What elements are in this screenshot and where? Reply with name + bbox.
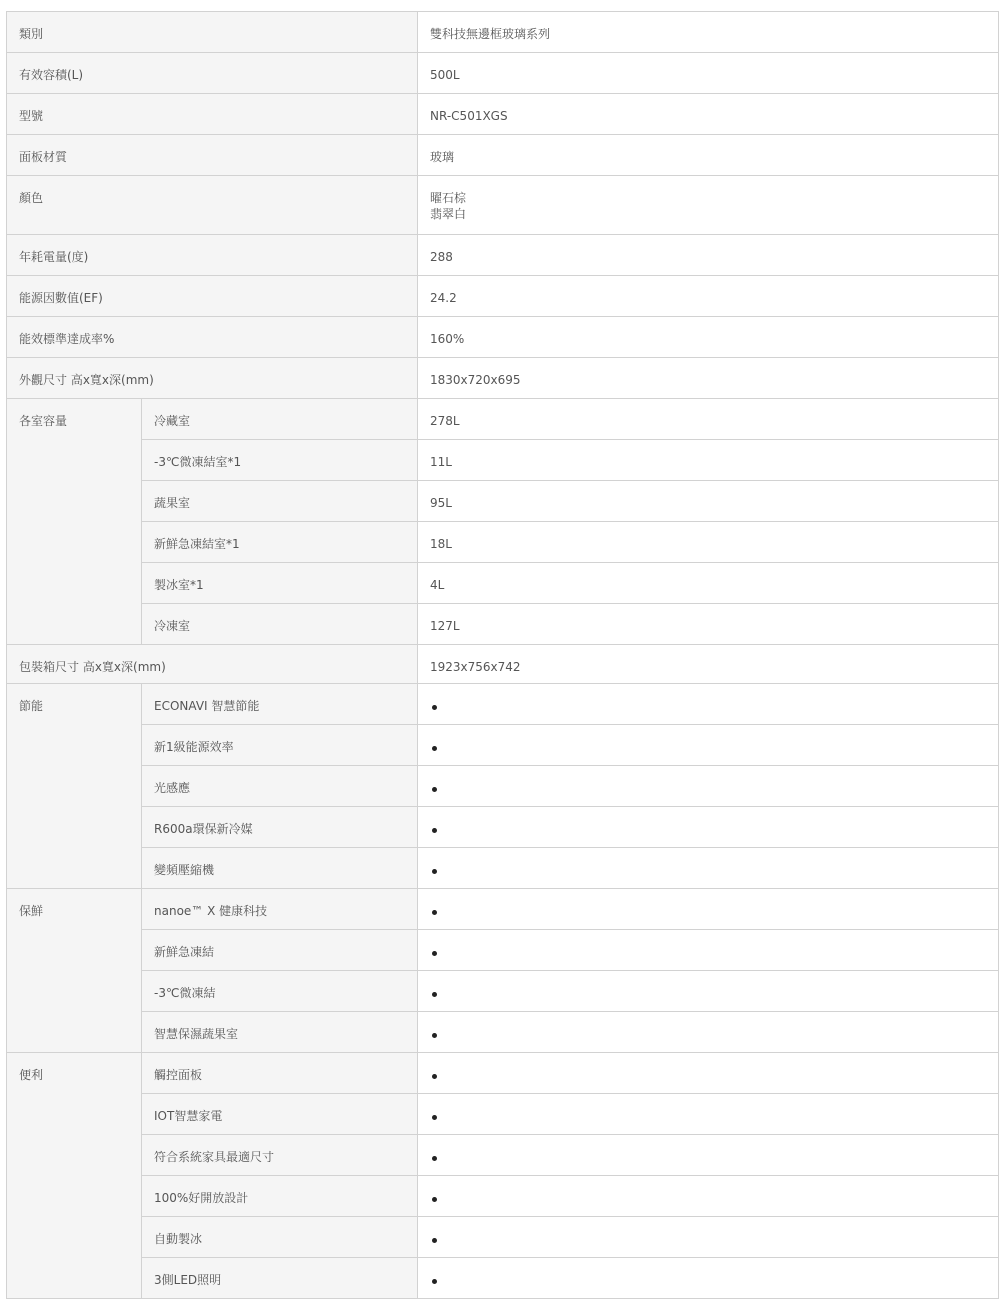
spec-row-model: [7, 94, 999, 135]
spec-row-dimensions: [7, 358, 999, 399]
bullet-icon: [432, 1115, 437, 1120]
spec-value: 1830x720x695: [418, 358, 999, 399]
bullet-icon: [432, 869, 437, 874]
spec-group-label: 便利: [7, 1053, 142, 1299]
spec-sub-label: 觸控面板: [142, 1053, 418, 1094]
spec-sub-label: ECONAVI 智慧節能: [142, 684, 418, 725]
spec-sub-label: 3側LED照明: [142, 1258, 418, 1299]
feature-check: [418, 807, 999, 848]
spec-label: 外觀尺寸 高x寬x深(mm): [7, 358, 418, 399]
spec-value: 1923x756x742: [418, 645, 999, 684]
spec-row-feature: [7, 1258, 999, 1299]
spec-row-ef: [7, 276, 999, 317]
spec-row-feature: [7, 1094, 999, 1135]
spec-value: 95L: [418, 481, 999, 522]
spec-group-label: 保鮮: [7, 889, 142, 1053]
spec-row-feature: [7, 889, 999, 930]
bullet-icon: [432, 828, 437, 833]
spec-label: 包裝箱尺寸 高x寬x深(mm): [7, 645, 418, 684]
bullet-icon: [432, 746, 437, 751]
spec-sub-label: 蔬果室: [142, 481, 418, 522]
bullet-icon: [432, 787, 437, 792]
spec-sub-label: nanoe™ X 健康科技: [142, 889, 418, 930]
feature-check: [418, 971, 999, 1012]
spec-sub-label: IOT智慧家電: [142, 1094, 418, 1135]
spec-sub-label: 製冰室*1: [142, 563, 418, 604]
spec-sub-label: R600a環保新冷媒: [142, 807, 418, 848]
spec-row-feature: [7, 1135, 999, 1176]
spec-label: 能效標準達成率%: [7, 317, 418, 358]
spec-row-compartment: [7, 399, 999, 440]
spec-value: 11L: [418, 440, 999, 481]
bullet-icon: [432, 1156, 437, 1161]
spec-row-package: [7, 645, 999, 684]
bullet-icon: [432, 1238, 437, 1243]
spec-row-compartment: [7, 440, 999, 481]
feature-check: [418, 1217, 999, 1258]
spec-value: 4L: [418, 563, 999, 604]
feature-check: [418, 848, 999, 889]
bullet-icon: [432, 705, 437, 710]
spec-value: NR-C501XGS: [418, 94, 999, 135]
spec-value: 278L: [418, 399, 999, 440]
spec-row-feature: [7, 1176, 999, 1217]
spec-label: 面板材質: [7, 135, 418, 176]
feature-check: [418, 889, 999, 930]
bullet-icon: [432, 1074, 437, 1079]
spec-sub-label: 100%好開放設計: [142, 1176, 418, 1217]
spec-row-capacity: [7, 53, 999, 94]
spec-value: 288: [418, 235, 999, 276]
spec-group-label: 節能: [7, 684, 142, 889]
feature-check: [418, 1258, 999, 1299]
spec-row-feature: [7, 684, 999, 725]
spec-value: 127L: [418, 604, 999, 645]
spec-sub-label: -3℃微凍結室*1: [142, 440, 418, 481]
spec-value: 玻璃: [418, 135, 999, 176]
spec-row-feature: [7, 930, 999, 971]
spec-row-category: [7, 12, 999, 53]
feature-check: [418, 684, 999, 725]
spec-row-feature: [7, 807, 999, 848]
spec-row-feature: [7, 1012, 999, 1053]
spec-row-compartment: [7, 522, 999, 563]
spec-value: [418, 176, 999, 235]
spec-sub-label: 自動製冰: [142, 1217, 418, 1258]
spec-row-compartment: [7, 563, 999, 604]
feature-check: [418, 930, 999, 971]
spec-row-color: [7, 176, 999, 235]
spec-sub-label: 變頻壓縮機: [142, 848, 418, 889]
spec-row-feature: [7, 725, 999, 766]
spec-sub-label: 新1級能源效率: [142, 725, 418, 766]
spec-row-annual-power: [7, 235, 999, 276]
bullet-icon: [432, 992, 437, 997]
spec-row-feature: [7, 766, 999, 807]
bullet-icon: [432, 1033, 437, 1038]
spec-value: 160%: [418, 317, 999, 358]
bullet-icon: [432, 910, 437, 915]
spec-value: 18L: [418, 522, 999, 563]
spec-label: 有效容積(L): [7, 53, 418, 94]
spec-row-feature: [7, 1053, 999, 1094]
spec-row-compartment: [7, 481, 999, 522]
feature-check: [418, 1135, 999, 1176]
feature-check: [418, 1176, 999, 1217]
feature-check: [418, 1053, 999, 1094]
spec-value: 24.2: [418, 276, 999, 317]
spec-sub-label: 新鮮急凍結: [142, 930, 418, 971]
feature-check: [418, 766, 999, 807]
bullet-icon: [432, 951, 437, 956]
spec-sub-label: 新鮮急凍結室*1: [142, 522, 418, 563]
spec-sub-label: 符合系統家具最適尺寸: [142, 1135, 418, 1176]
spec-sub-label: 冷藏室: [142, 399, 418, 440]
spec-sub-label: -3℃微凍結: [142, 971, 418, 1012]
bullet-icon: [432, 1279, 437, 1284]
spec-label: 型號: [7, 94, 418, 135]
spec-value: 500L: [418, 53, 999, 94]
spec-label: 類別: [7, 12, 418, 53]
spec-group-label: 各室容量: [7, 399, 142, 645]
bullet-icon: [432, 1197, 437, 1202]
spec-label: 顏色: [7, 176, 418, 235]
feature-check: [418, 1094, 999, 1135]
feature-check: [418, 725, 999, 766]
color-option: 翡翠白: [430, 207, 467, 221]
spec-sub-label: 光感應: [142, 766, 418, 807]
spec-row-compartment: [7, 604, 999, 645]
spec-row-feature: [7, 848, 999, 889]
color-option: 曜石棕: [430, 191, 467, 205]
feature-check: [418, 1012, 999, 1053]
spec-row-panel: [7, 135, 999, 176]
spec-table: [6, 11, 999, 1299]
spec-label: 年耗電量(度): [7, 235, 418, 276]
spec-row-efficiency-rate: [7, 317, 999, 358]
spec-sub-label: 冷凍室: [142, 604, 418, 645]
spec-label: 能源因數值(EF): [7, 276, 418, 317]
spec-row-feature: [7, 971, 999, 1012]
spec-row-feature: [7, 1217, 999, 1258]
spec-sub-label: 智慧保濕蔬果室: [142, 1012, 418, 1053]
spec-value: 雙科技無邊框玻璃系列: [418, 12, 999, 53]
